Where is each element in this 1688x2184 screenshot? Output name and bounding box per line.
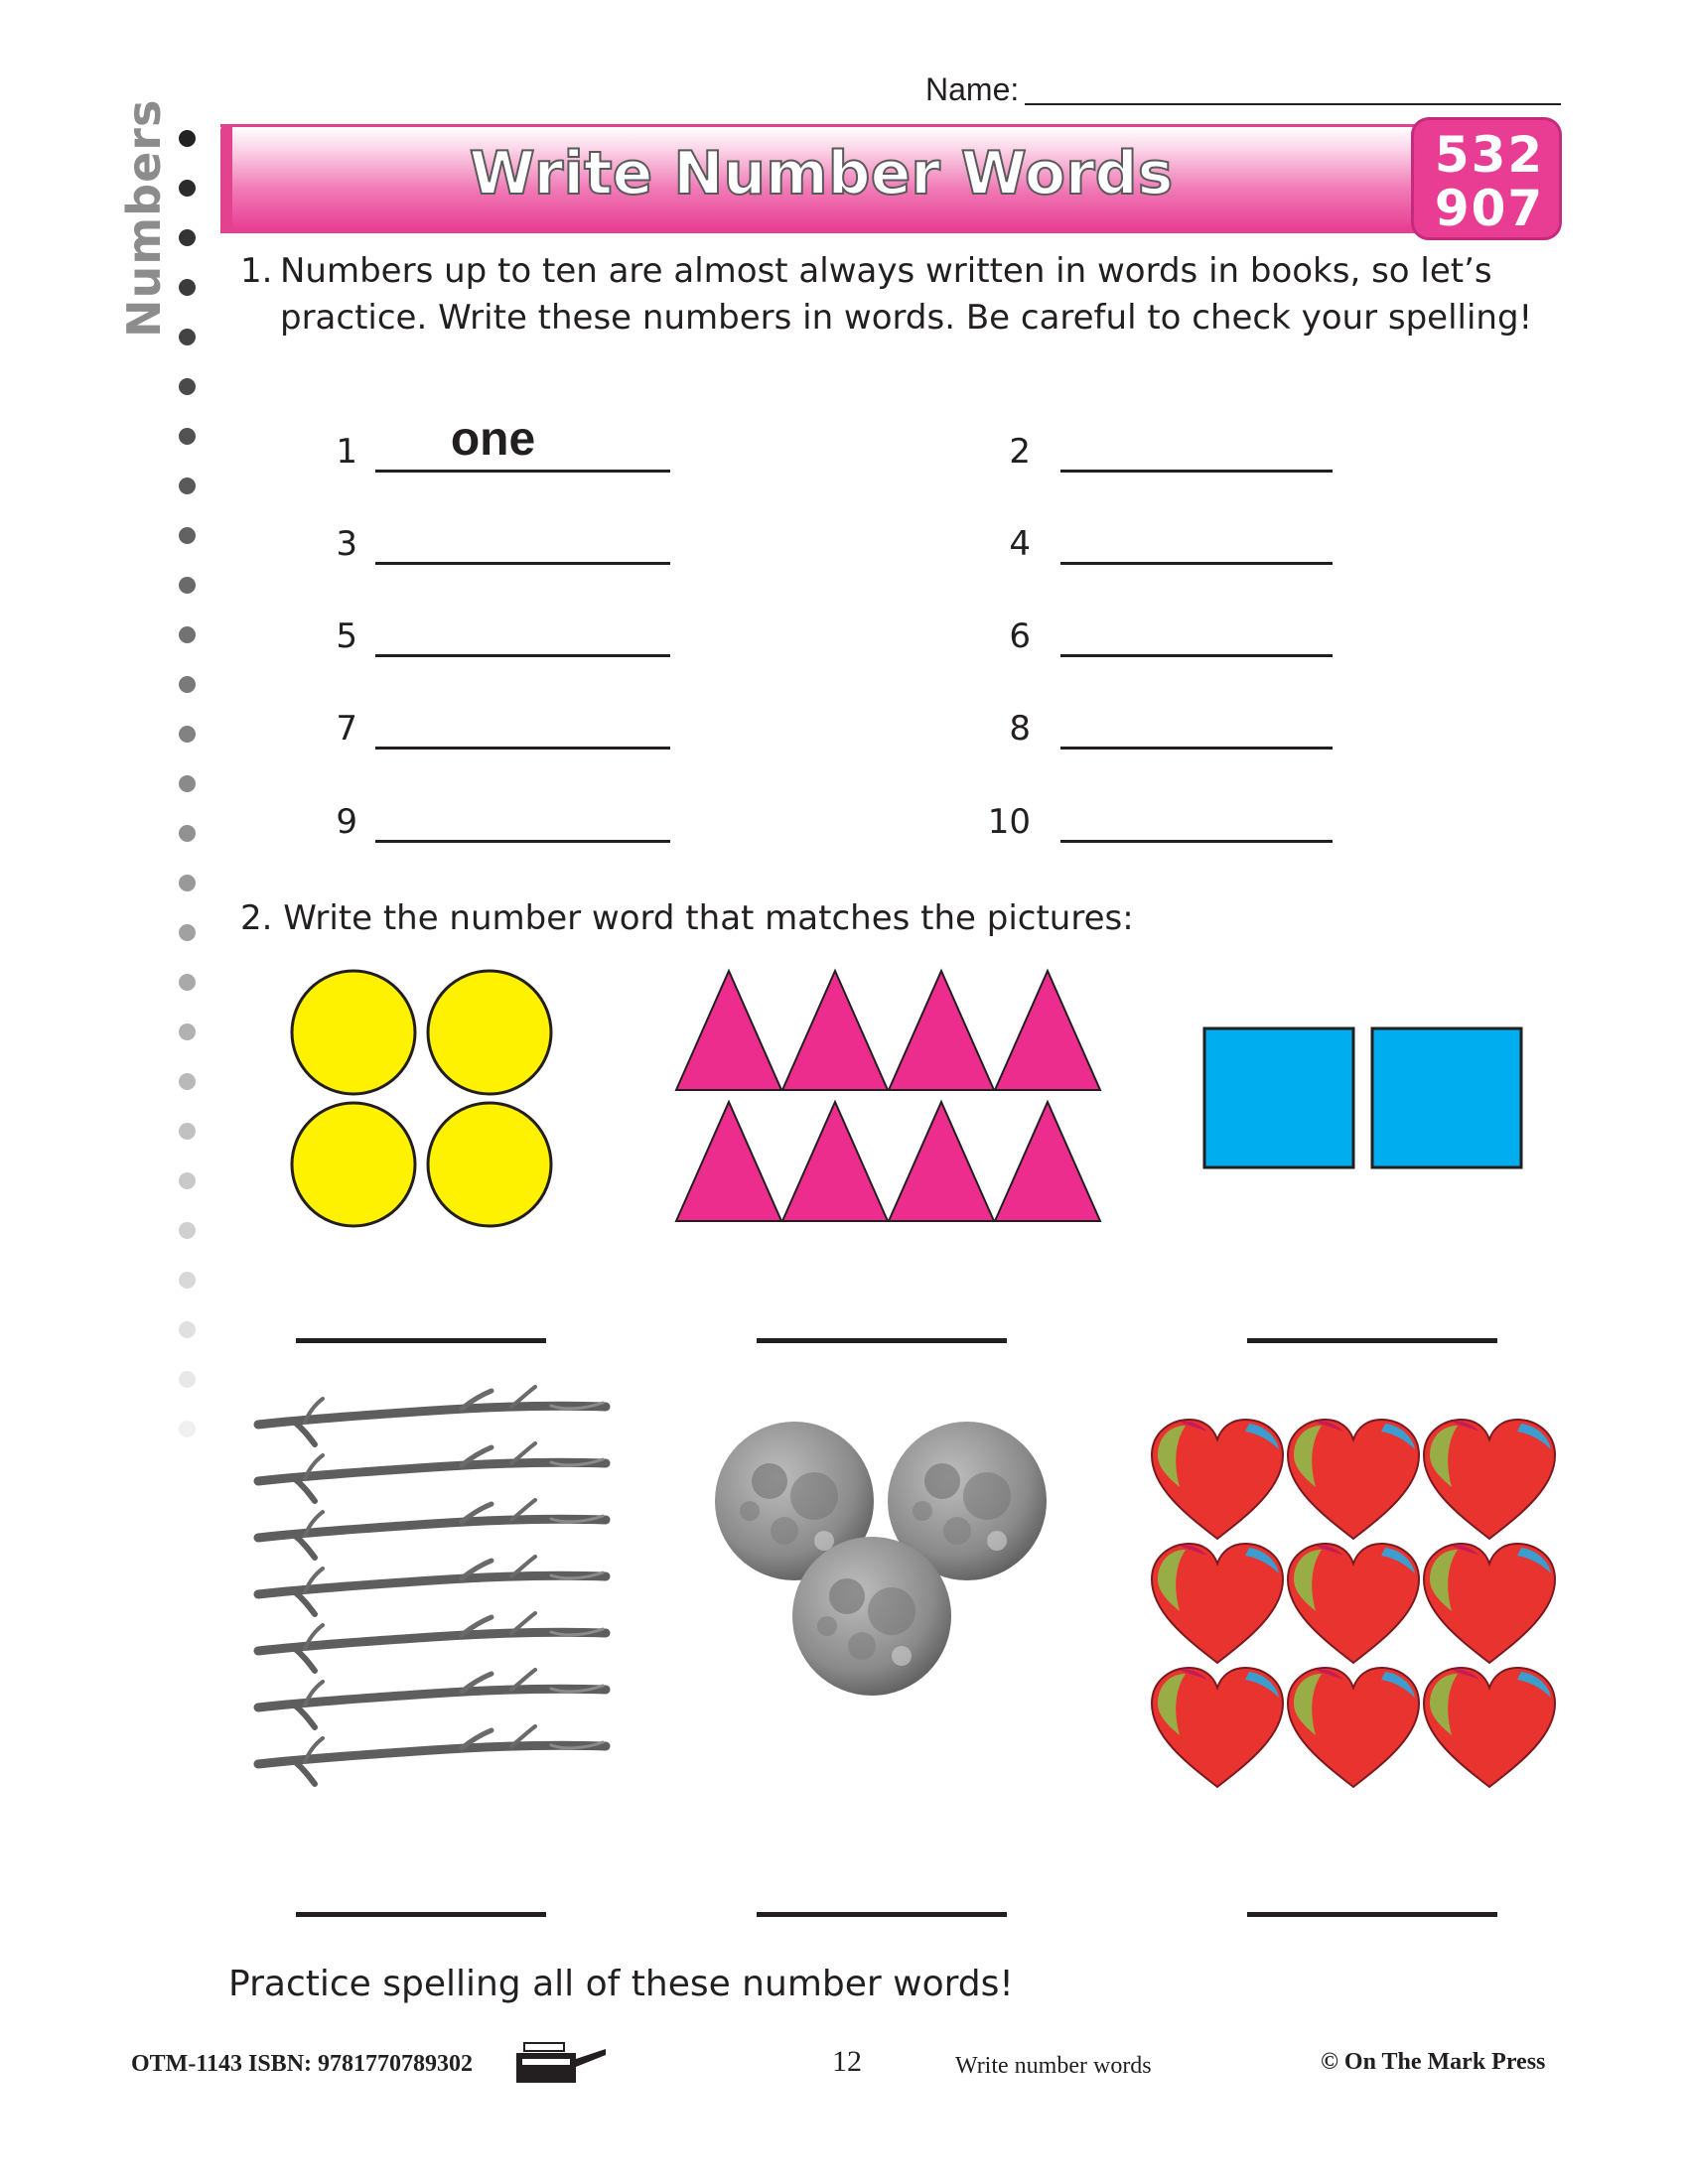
question1-item-number: 2 — [1009, 432, 1031, 472]
binder-dot — [179, 1123, 196, 1140]
binder-dot — [179, 378, 196, 395]
binder-dot — [179, 676, 196, 693]
binder-dot — [179, 1371, 196, 1388]
red-heart — [1424, 1420, 1555, 1539]
badge-digits-bottom: 907 — [1434, 180, 1545, 237]
binder-dot — [179, 626, 196, 643]
question1-item-number: 9 — [336, 802, 357, 842]
binder-dot — [179, 279, 196, 296]
twig — [258, 1387, 606, 1444]
name-write-line[interactable] — [1025, 103, 1561, 105]
picture-answer-line[interactable] — [296, 1338, 546, 1343]
binder-dot — [179, 875, 196, 891]
twig — [258, 1557, 606, 1614]
twig — [258, 1500, 606, 1558]
binder-dot — [179, 1073, 196, 1090]
name-label: Name: — [925, 71, 1020, 107]
question1-answer-line[interactable] — [375, 840, 670, 843]
question1-number: 1. — [240, 251, 273, 291]
pink-triangle — [782, 1102, 888, 1221]
picture-pink-triangles — [673, 968, 1105, 1226]
blue-square — [1372, 1028, 1521, 1167]
binder-dot — [179, 229, 196, 246]
question1-answer-word: one — [450, 413, 536, 466]
binder-dot — [179, 1024, 196, 1040]
twig — [258, 1670, 606, 1727]
twig — [258, 1443, 606, 1501]
footer-code: OTM-1143 ISBN: 9781770789302 — [131, 2051, 474, 2077]
binder-dot — [179, 974, 196, 991]
picture-answer-line[interactable] — [1247, 1912, 1497, 1917]
red-heart — [1288, 1668, 1419, 1787]
red-heart — [1424, 1544, 1555, 1663]
pink-triangle — [782, 971, 888, 1090]
pink-triangle — [995, 971, 1100, 1090]
question2-text: 2. Write the number word that matches the pictures: — [240, 898, 1134, 938]
binder-dot — [179, 825, 196, 842]
page-number: 12 — [832, 2045, 862, 2078]
question1-answer-line[interactable] — [1060, 562, 1333, 565]
twig — [258, 1726, 606, 1784]
pink-triangle — [995, 1102, 1100, 1221]
photocopier-icon — [514, 2039, 610, 2087]
sidebar-section-label: Numbers — [117, 98, 171, 338]
binder-dot — [179, 1421, 196, 1437]
question1-item-number: 10 — [987, 802, 1031, 842]
picture-moons — [713, 1418, 1051, 1701]
binder-dot — [179, 527, 196, 544]
red-heart — [1152, 1544, 1283, 1663]
question1-answer-line[interactable] — [375, 654, 670, 657]
question1-item-number: 4 — [1009, 524, 1031, 564]
practice-note: Practice spelling all of these number words! — [228, 1964, 1014, 2004]
red-heart — [1288, 1420, 1419, 1539]
binder-dot — [179, 478, 196, 494]
question1-answer-line[interactable] — [1060, 840, 1333, 843]
picture-answer-line[interactable] — [296, 1912, 546, 1917]
twig — [258, 1613, 606, 1671]
pink-triangle — [889, 971, 994, 1090]
page-title: Write Number Words — [469, 139, 1174, 208]
binder-dot — [179, 577, 196, 594]
question1-item-number: 8 — [1009, 709, 1031, 749]
question1-item-number: 1 — [336, 432, 357, 472]
question1-answer-line[interactable] — [1060, 470, 1333, 473]
question1-answer-line[interactable] — [1060, 654, 1333, 657]
footer-copyright: © On The Mark Press — [1321, 2049, 1546, 2075]
binder-dot — [179, 775, 196, 792]
pink-triangle — [676, 971, 781, 1090]
binder-dot — [179, 130, 196, 147]
picture-hearts — [1147, 1415, 1559, 1792]
red-heart — [1152, 1420, 1283, 1539]
picture-yellow-circles — [283, 963, 566, 1231]
question1-item-number: 6 — [1009, 616, 1031, 656]
binder-dot — [179, 1321, 196, 1338]
question1-answer-line[interactable] — [1060, 747, 1333, 750]
pink-triangle — [676, 1102, 781, 1221]
question1-answer-line[interactable] — [375, 747, 670, 750]
question1-answer-line[interactable] — [375, 470, 670, 473]
badge-digits-top: 532 — [1434, 126, 1545, 184]
yellow-circle — [428, 971, 551, 1094]
pink-triangle — [889, 1102, 994, 1221]
picture-blue-squares — [1201, 1025, 1525, 1170]
binder-dot — [179, 1172, 196, 1189]
binder-dot — [179, 1272, 196, 1289]
moon — [792, 1537, 951, 1696]
question1-answer-line[interactable] — [375, 562, 670, 565]
question1-item-number: 5 — [336, 616, 357, 656]
picture-answer-line[interactable] — [757, 1338, 1007, 1343]
blue-square — [1204, 1028, 1353, 1167]
binder-dot — [179, 1222, 196, 1239]
picture-answer-line[interactable] — [1247, 1338, 1497, 1343]
question1-item-number: 3 — [336, 524, 357, 564]
binder-dot — [179, 726, 196, 743]
binder-dot — [179, 924, 196, 941]
picture-twigs — [253, 1385, 611, 1842]
yellow-circle — [428, 1103, 551, 1226]
question1-item-number: 7 — [336, 709, 357, 749]
yellow-circle — [292, 971, 415, 1094]
binder-dot — [179, 329, 196, 345]
numbers-badge-icon — [1411, 117, 1562, 240]
red-heart — [1424, 1668, 1555, 1787]
picture-answer-line[interactable] — [757, 1912, 1007, 1917]
binder-dot — [179, 428, 196, 445]
red-heart — [1288, 1544, 1419, 1663]
question1-text: Numbers up to ten are almost always written in words in books, so let’s practice. Write these numbers in words. Be careful to check your spelling! — [280, 251, 1533, 338]
binder-dot — [179, 180, 196, 197]
yellow-circle — [292, 1103, 415, 1226]
red-heart — [1152, 1668, 1283, 1787]
footer-section-title: Write number words — [955, 2053, 1152, 2079]
